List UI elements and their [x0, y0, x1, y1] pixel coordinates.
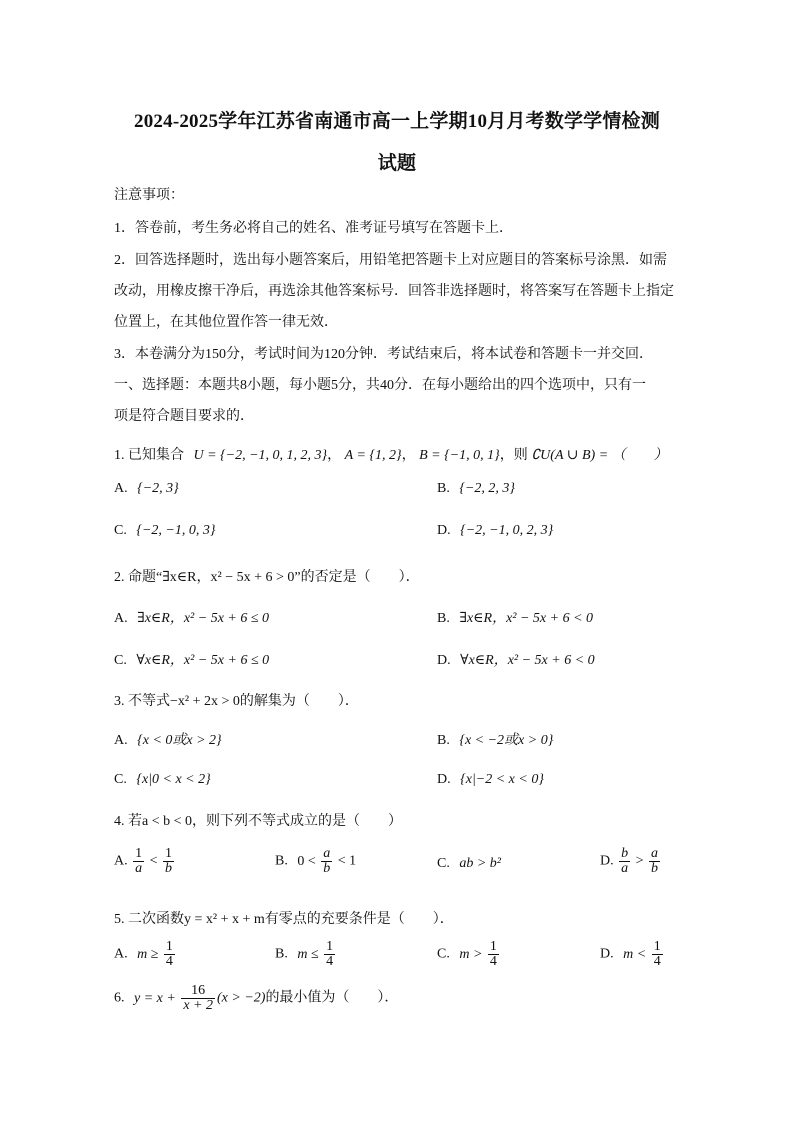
question-5-option-c[interactable] — [437, 940, 501, 969]
question-2-option-a[interactable] — [114, 607, 269, 627]
option-text: ∃x∈R，x² − 5x + 6 < 0 — [459, 611, 594, 626]
operator: > — [635, 853, 644, 869]
option-label: D. — [437, 523, 451, 538]
section-heading-line-2: 项是符合题目要求的． — [114, 409, 254, 424]
notice-heading: 注意事项： — [114, 188, 184, 203]
question-6-stem — [114, 984, 398, 1013]
option-label: A. — [114, 946, 128, 962]
notice-item-2-line-3: 位置上，在其他位置作答一律无效． — [114, 315, 338, 330]
question-1-option-d[interactable] — [437, 523, 553, 539]
question-2-option-c[interactable] — [114, 649, 269, 669]
option-text: m ≤ — [297, 946, 319, 962]
question-1-option-b[interactable] — [437, 481, 515, 497]
question-3-option-b[interactable] — [437, 729, 553, 749]
question-6-tail: 的最小值为（ ）． — [265, 990, 399, 1006]
option-label: C. — [437, 946, 450, 962]
fraction: $\frac{1}{4}$ — [489, 939, 497, 969]
option-text: m > — [459, 946, 483, 962]
question-3-option-c[interactable] — [114, 772, 211, 788]
option-text: {x|−2 < x < 0} — [460, 772, 544, 787]
fraction: $\frac{1}{b}$ — [165, 846, 173, 876]
option-label: C. — [437, 856, 450, 871]
notice-item-1: 1．答卷前，考生务必将自己的姓名、准考证号填写在答题卡上． — [114, 221, 513, 236]
option-label: C. — [114, 772, 127, 787]
fraction: $\frac{1}{a}$ — [135, 846, 143, 876]
question-4-option-d[interactable] — [600, 847, 662, 876]
question-4-stem: 4. 若a < b < 0，则下列不等式成立的是（ ） — [114, 814, 403, 829]
option-text: ∀x∈R，x² − 5x + 6 ≤ 0 — [136, 653, 270, 668]
question-1-prefix: 1. 已知集合 — [114, 448, 184, 463]
notice-item-2-line-1: 2．回答选择题时，选出每小题答案后，用铅笔把答题卡上对应题目的答案标号涂黑．如需 — [114, 253, 667, 268]
option-text: {x < 0或x > 2} — [137, 733, 222, 748]
question-2-option-b[interactable] — [437, 607, 593, 627]
option-label: A. — [114, 611, 128, 626]
operator: 0 < — [297, 853, 316, 869]
notice-item-3: 3．本卷满分为150分，考试时间为120分钟．考试结束后，将本试卷和答题卡一并交回． — [114, 347, 653, 362]
option-text: ∃x∈R，x² − 5x + 6 ≤ 0 — [137, 611, 270, 626]
question-1-option-c[interactable] — [114, 523, 215, 539]
question-5-option-b[interactable] — [275, 940, 337, 969]
question-1-set-u: U = {−2, −1, 0, 1, 2, 3} — [193, 448, 328, 463]
question-2-stem: 2. 命题“∃x∈R，x² − 5x + 6 > 0”的否定是（ ）． — [114, 570, 420, 585]
fraction: $\frac{1}{4}$ — [653, 939, 661, 969]
fraction: $\frac{a}{b}$ — [323, 846, 331, 876]
question-6-condition: (x > −2) — [217, 990, 266, 1006]
option-text: {x < −2或x > 0} — [459, 733, 554, 748]
question-1-complement: ∁U(A ∪ B) = （ ） — [531, 448, 668, 463]
question-1-set-b: B = {−1, 0, 1} — [419, 448, 500, 463]
option-label: A. — [114, 733, 128, 748]
option-label: B. — [437, 733, 450, 748]
question-5-option-a[interactable] — [114, 940, 177, 969]
option-text: m ≥ — [137, 946, 159, 962]
option-label: C. — [114, 653, 127, 668]
option-text: {−2, −1, 0, 3} — [136, 523, 216, 538]
option-label: B. — [437, 611, 450, 626]
question-4-option-b[interactable] — [275, 847, 356, 876]
operator: < — [149, 853, 158, 869]
fraction: $\frac{a}{b}$ — [651, 846, 659, 876]
fraction: $\frac{1}{4}$ — [165, 939, 173, 969]
question-5-stem: 5. 二次函数y = x² + x + m有零点的充要条件是（ ）． — [114, 912, 454, 927]
question-2-option-d[interactable] — [437, 649, 595, 669]
page-title-continued: 试题 — [377, 153, 417, 174]
question-3-option-d[interactable] — [437, 772, 544, 788]
option-label: D. — [437, 772, 451, 787]
option-text: {x|0 < x < 2} — [136, 772, 211, 787]
question-6-number: 6. — [114, 990, 125, 1006]
question-4-option-a[interactable] — [114, 847, 176, 876]
option-label: B. — [275, 946, 288, 962]
option-text: m < — [623, 946, 647, 962]
question-1-stem: 1. 已知集合 U = {−2, −1, 0, 1, 2, 3}， A = {1, 2}， B = {−1, 0, 1}，则 ∁U(A ∪ B) = （ ） — [114, 448, 668, 463]
question-1-set-a: A = {1, 2} — [344, 448, 402, 463]
fraction: $\frac{b}{a}$ — [621, 846, 629, 876]
option-label: A. — [114, 853, 128, 869]
question-1-tail: ，则 — [499, 448, 528, 463]
fraction: $\frac{1}{4}$ — [326, 939, 334, 969]
question-3-option-a[interactable] — [114, 729, 222, 749]
option-label: B. — [275, 853, 288, 869]
option-label: B. — [437, 481, 450, 496]
option-text: {−2, 2, 3} — [459, 481, 515, 496]
question-6-function: y = x + — [134, 990, 176, 1006]
question-5-option-d[interactable] — [600, 940, 665, 969]
option-label: A. — [114, 481, 128, 496]
option-label: D. — [437, 653, 451, 668]
page-title: 2024-2025学年江苏省南通市高一上学期10月月考数学学情检测 — [134, 111, 660, 132]
notice-item-2-line-2: 改动，用橡皮擦干净后，再选涂其他答案标号．回答非选择题时，将答案写在答题卡上指定 — [114, 284, 674, 299]
option-text: {−2, −1, 0, 2, 3} — [460, 523, 554, 538]
section-heading-line-1: 一、选择题：本题共8小题，每小题5分，共40分．在每小题给出的四个选项中，只有一 — [114, 378, 646, 393]
option-label: D. — [600, 946, 614, 962]
option-text: {−2, 3} — [137, 481, 179, 496]
option-label: D. — [600, 853, 614, 869]
option-text: ∀x∈R，x² − 5x + 6 < 0 — [460, 653, 595, 668]
question-4-option-c[interactable] — [437, 856, 501, 872]
question-3-stem: 3. 不等式−x² + 2x > 0的解集为（ ）． — [114, 694, 359, 709]
question-1-option-a[interactable] — [114, 481, 179, 497]
operator: < 1 — [337, 853, 357, 869]
option-text: ab > b² — [459, 856, 501, 871]
option-label: C. — [114, 523, 127, 538]
fraction: $\frac{16}{x + 2}$ — [183, 983, 213, 1013]
